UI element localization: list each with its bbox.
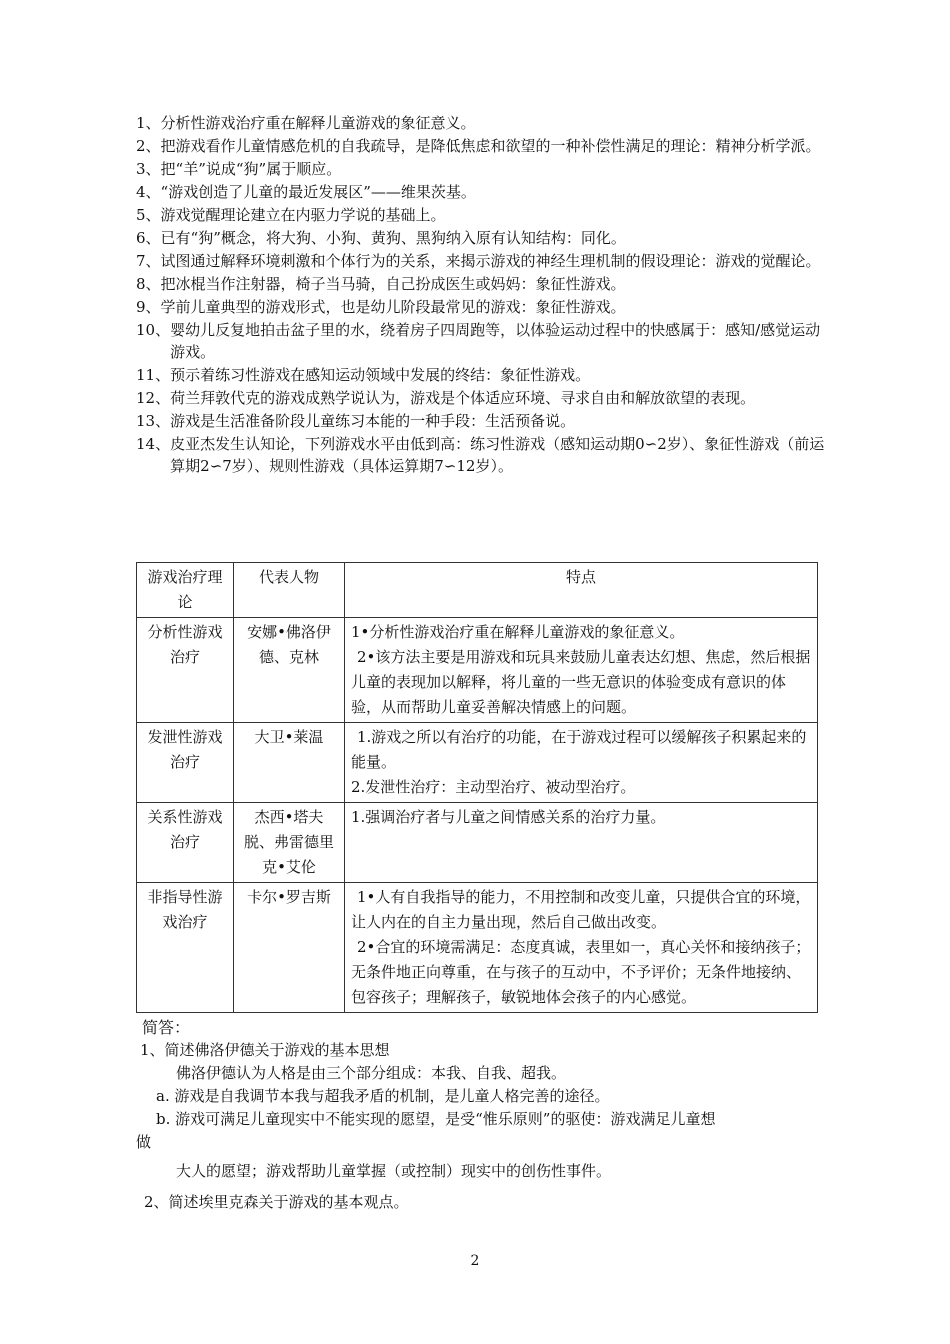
item-number: 2、	[136, 137, 161, 155]
list-item	[136, 296, 826, 318]
list-item	[136, 364, 826, 386]
list-item	[136, 250, 826, 272]
play-therapy-table	[136, 562, 818, 1013]
item-number: 8、	[136, 275, 161, 293]
table-row	[137, 618, 818, 723]
answer-line: 佛洛伊德认为人格是由三个部分组成：本我、自我、超我。	[176, 1064, 567, 1082]
answer-line: a. 游戏是自我调节本我与超我矛盾的机制，是儿童人格完善的途径。	[156, 1087, 610, 1105]
item-text: 荷兰拜敦代克的游戏成熟学说认为，游戏是个体适应环境、寻求自由和解放欲望的表现。	[170, 389, 756, 407]
item-number: 7、	[136, 252, 161, 270]
theory-cell: 分析性游戏治疗	[137, 618, 234, 723]
item-text: 婴幼儿反复地拍击盆子里的水，绕着房子四周跑等，以体验运动过程中的快感属于：感知/感觉运动游戏。	[170, 321, 821, 361]
item-text: 分析性游戏治疗重在解释儿童游戏的象征意义。	[160, 114, 476, 132]
features-cell	[345, 803, 818, 883]
theory-cell: 关系性游戏治疗	[137, 803, 234, 883]
list-item	[136, 112, 826, 134]
item-text: 皮亚杰发生认知论，下列游戏水平由低到高：练习性游戏（感知运动期0∽2岁）、象征性游戏（前运算期2∽7岁）、规则性游戏（具体运算期7∽12岁）。	[170, 435, 825, 475]
people-cell: 卡尔•罗吉斯	[234, 883, 345, 1013]
list-item	[136, 227, 826, 249]
list-item	[136, 204, 826, 226]
people-cell: 大卫•莱温	[234, 723, 345, 803]
table-row	[137, 723, 818, 803]
theory-cell: 非指导性游戏治疗	[137, 883, 234, 1013]
list-item	[136, 158, 826, 180]
item-number: 3、	[136, 160, 161, 178]
feature-point: 1•人有自我指导的能力，不用控制和改变儿童，只提供合宜的环境，让人内在的自主力量出现，然后自己做出改变。	[351, 888, 811, 931]
item-number: 11、	[136, 366, 171, 384]
list-item	[136, 433, 826, 477]
feature-point: 2•合宜的环境需满足：态度真诚，表里如一，真心关怀和接纳孩子；无条件地正向尊重，在与孩子的互动中，不予评价；无条件地接纳、包容孩子；理解孩子，敏锐地体会孩子的内心感觉。	[351, 938, 811, 1006]
feature-point: 1.强调治疗者与儿童之间情感关系的治疗力量。	[351, 808, 666, 826]
features-cell	[345, 618, 818, 723]
answer-line: b. 游戏可满足儿童现实中不能实现的愿望，是受“惟乐原则”的驱使：游戏满足儿童想	[156, 1110, 716, 1128]
people-cell: 安娜•佛洛伊德、克林	[234, 618, 345, 723]
item-text: “游戏创造了儿童的最近发展区”——维果茨基。	[160, 183, 476, 201]
section-heading: 简答：	[142, 1018, 191, 1037]
question-1: 1、简述佛洛伊德关于游戏的基本思想	[140, 1041, 390, 1059]
features-cell	[345, 883, 818, 1013]
list-item	[136, 387, 826, 409]
fill-in-list	[136, 112, 826, 478]
item-text: 游戏是生活准备阶段儿童练习本能的一种手段：生活预备说。	[170, 412, 576, 430]
item-number: 5、	[136, 206, 161, 224]
header-theory: 游戏治疗理论	[137, 563, 234, 618]
theory-cell: 发泄性游戏治疗	[137, 723, 234, 803]
item-number: 10、	[136, 321, 171, 339]
item-text: 已有“狗”概念，将大狗、小狗、黄狗、黑狗纳入原有认知结构：同化。	[160, 229, 626, 247]
features-cell	[345, 723, 818, 803]
item-text: 把冰棍当作注射器，椅子当马骑，自己扮成医生或妈妈：象征性游戏。	[160, 275, 626, 293]
feature-point: 1.游戏之所以有治疗的功能，在于游戏过程可以缓解孩子积累起来的能量。	[351, 728, 807, 771]
header-features: 特点	[345, 563, 818, 618]
item-text: 把游戏看作儿童情感危机的自我疏导，是降低焦虑和欲望的一种补偿性满足的理论：精神分析学派。	[160, 137, 821, 155]
item-text: 游戏觉醒理论建立在内驱力学说的基础上。	[160, 206, 446, 224]
list-item	[136, 273, 826, 295]
people-cell: 杰西•塔夫脱、弗雷德里克•艾伦	[234, 803, 345, 883]
item-text: 把“羊”说成“狗”属于顺应。	[160, 160, 342, 178]
question-2: 2、简述埃里克森关于游戏的基本观点。	[144, 1193, 409, 1211]
item-number: 6、	[136, 229, 161, 247]
list-item	[136, 181, 826, 203]
item-text: 学前儿童典型的游戏形式，也是幼儿阶段最常见的游戏：象征性游戏。	[160, 298, 626, 316]
feature-point: 1•分析性游戏治疗重在解释儿童游戏的象征意义。	[351, 623, 685, 641]
page-number: 2	[470, 1253, 480, 1269]
item-number: 12、	[136, 389, 171, 407]
item-number: 4、	[136, 183, 161, 201]
answer-line: 大人的愿望；游戏帮助儿童掌握（或控制）现实中的创伤性事件。	[176, 1162, 612, 1180]
header-people: 代表人物	[234, 563, 345, 618]
list-item	[136, 135, 826, 157]
item-number: 9、	[136, 298, 161, 316]
list-item	[136, 319, 826, 363]
item-number: 14、	[136, 435, 171, 453]
list-item	[136, 410, 826, 432]
feature-point: 2.发泄性治疗：主动型治疗、被动型治疗。	[351, 778, 636, 796]
item-number: 13、	[136, 412, 171, 430]
item-number: 1、	[136, 114, 161, 132]
short-answer-section	[136, 1016, 826, 1214]
table-row	[137, 803, 818, 883]
table-row	[137, 883, 818, 1013]
item-text: 预示着练习性游戏在感知运动领域中发展的终结：象征性游戏。	[170, 366, 591, 384]
feature-point: 2•该方法主要是用游戏和玩具来鼓励儿童表达幻想、焦虑，然后根据儿童的表现加以解释，将儿童的一些无意识的体验变成有意识的体验，从而帮助儿童妥善解决情感上的问题。	[351, 648, 811, 716]
item-text: 试图通过解释环境刺激和个体行为的关系，来揭示游戏的神经生理机制的假设理论：游戏的觉醒论。	[160, 252, 821, 270]
answer-line: 做	[136, 1133, 152, 1151]
table-header-row	[137, 563, 818, 618]
